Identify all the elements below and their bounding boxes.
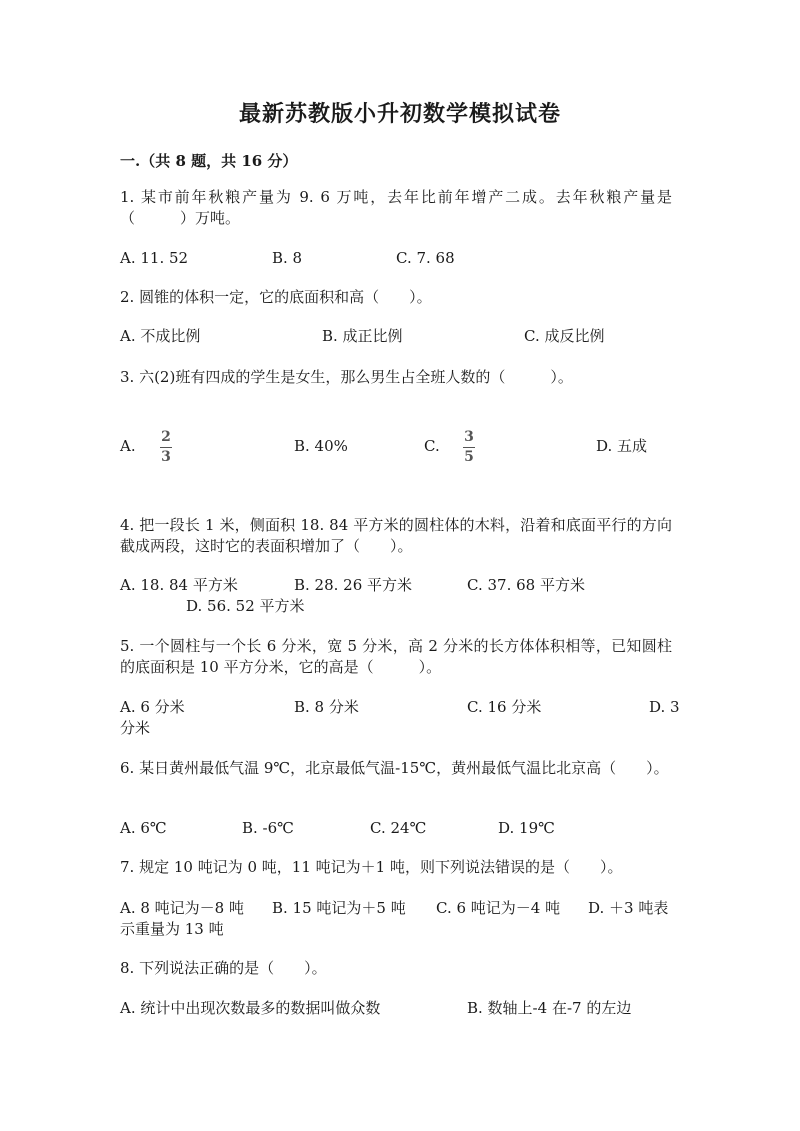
question-7-option-c[interactable]: C. 6 吨记为－4 吨 [436, 899, 561, 917]
page-title: 最新苏教版小升初数学模拟试卷 [238, 101, 561, 127]
question-7-option-d[interactable]: D. ＋3 吨表 [588, 899, 669, 917]
question-2-option-a[interactable]: A. 不成比例 [120, 327, 201, 345]
question-5-option-c[interactable]: C. 16 分米 [467, 698, 542, 716]
question-4-option-a[interactable]: A. 18. 84 平方米 [120, 576, 238, 594]
question-3-option-a[interactable]: A. [120, 437, 136, 455]
question-1-option-a[interactable]: A. 11. 52 [120, 249, 189, 267]
question-3-option-c-fraction [463, 430, 475, 465]
question-6-option-d[interactable]: D. 19℃ [498, 819, 555, 837]
question-7-option-b[interactable]: B. 15 吨记为＋5 吨 [272, 899, 406, 917]
fraction-numerator: 3 [464, 429, 474, 445]
question-6-option-b[interactable]: B. -6℃ [242, 819, 294, 837]
question-3-option-d[interactable]: D. 五成 [596, 437, 648, 455]
question-4-option-b[interactable]: B. 28. 26 平方米 [294, 576, 413, 594]
question-3-option-b[interactable]: B. 40% [294, 437, 348, 455]
question-4-option-d[interactable]: D. 56. 52 平方米 [186, 597, 305, 615]
section-header: 一.（共 8 题，共 16 分） [120, 152, 298, 170]
question-6-option-a[interactable]: A. 6℃ [120, 819, 167, 837]
fraction-bar [160, 447, 172, 448]
question-1-option-c[interactable]: C. 7. 68 [396, 249, 455, 267]
question-2-option-c[interactable]: C. 成反比例 [524, 327, 605, 345]
question-1-stem: 1. 某市前年秋粮产量为 9. 6 万吨，去年比前年增产二成。去年秋粮产量是（ ）万吨。 [120, 188, 672, 227]
question-8-option-a[interactable]: A. 统计中出现次数最多的数据叫做众数 [120, 999, 381, 1017]
fraction-denominator: 5 [464, 449, 474, 465]
question-4-stem: 4. 把一段长 1 米，侧面积 18. 84 平方米的圆柱体的木料，沿着和底面平行的方向截成两段，这时它的表面积增加了（ ）。 [120, 516, 672, 555]
question-7-option-a[interactable]: A. 8 吨记为－8 吨 [120, 899, 244, 917]
question-8-option-b[interactable]: B. 数轴上-4 在-7 的左边 [467, 999, 632, 1017]
question-7-stem: 7. 规定 10 吨记为 0 吨，11 吨记为＋1 吨，则下列说法错误的是（ ）。 [120, 858, 623, 876]
question-1-option-b[interactable]: B. 8 [272, 249, 303, 267]
question-7-option-d-continued: 示重量为 13 吨 [120, 920, 224, 938]
question-4-option-c[interactable]: C. 37. 68 平方米 [467, 576, 585, 594]
question-2-stem: 2. 圆锥的体积一定，它的底面积和高（ ）。 [120, 288, 432, 306]
fraction-numerator: 2 [161, 429, 171, 445]
question-5-option-b[interactable]: B. 8 分米 [294, 698, 359, 716]
question-5-option-d-continued: 分米 [120, 719, 151, 737]
question-6-option-c[interactable]: C. 24℃ [370, 819, 427, 837]
question-5-option-a[interactable]: A. 6 分米 [120, 698, 185, 716]
question-5-stem: 5. 一个圆柱与一个长 6 分米，宽 5 分米，高 2 分米的长方体体积相等，已知圆柱的底面积是 10 平方分米，它的高是（ ）。 [120, 637, 672, 676]
question-5-option-d[interactable]: D. 3 [649, 698, 680, 716]
question-3-option-a-fraction [160, 430, 172, 465]
question-8-stem: 8. 下列说法正确的是（ ）。 [120, 959, 327, 977]
question-3-option-c[interactable]: C. [424, 437, 440, 455]
question-2-option-b[interactable]: B. 成正比例 [322, 327, 403, 345]
fraction-denominator: 3 [161, 449, 171, 465]
question-3-stem: 3. 六(2)班有四成的学生是女生，那么男生占全班人数的（ ）。 [120, 368, 573, 386]
fraction-bar [463, 447, 475, 448]
question-6-stem: 6. 某日黄州最低气温 9℃，北京最低气温-15℃，黄州最低气温比北京高（ ）。 [120, 759, 669, 777]
